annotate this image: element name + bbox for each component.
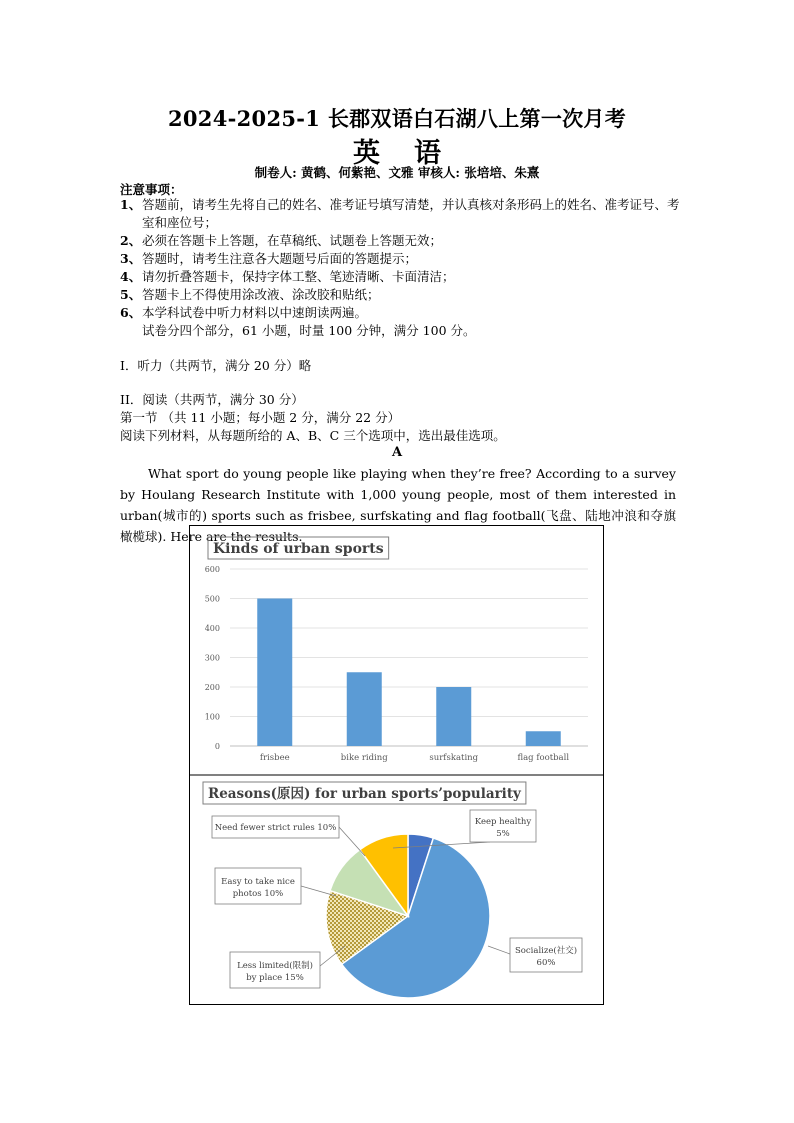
bar-bike-riding [347, 672, 382, 746]
part-one-heading: 第一节 （共 11 小题；每小题 2 分，满分 22 分） [120, 410, 401, 425]
callout-value: by place 15% [246, 973, 304, 983]
note-number: 5、 [120, 287, 142, 302]
y-tick-label: 400 [204, 624, 220, 633]
subject-title: 英语 [353, 138, 475, 169]
pie-chart-title: Reasons(原因) for urban sports’popularity [208, 786, 521, 802]
reading-section: II．阅读（共两节，满分 30 分） [120, 392, 304, 407]
notes-extra: 试卷分四个部分，61 小题，时量 100 分钟，满分 100 分。 [142, 323, 476, 338]
callout-value: 5% [496, 829, 510, 839]
note-item [120, 196, 690, 232]
callout-leader [488, 946, 510, 954]
note-number: 2、 [120, 233, 142, 248]
notes-heading: 注意事项： [120, 182, 183, 197]
passage-letter: A [391, 445, 403, 460]
note-item [120, 250, 690, 268]
note-item [120, 304, 690, 322]
y-tick-label: 200 [204, 683, 220, 692]
x-tick-label: bike riding [340, 753, 388, 763]
callout-label: Socialize(社交) [514, 946, 578, 956]
y-tick-label: 500 [204, 594, 220, 604]
callout-label: Keep healthy [474, 817, 532, 827]
note-item [120, 286, 690, 304]
x-tick-label: surfskating [429, 753, 479, 763]
note-text: 答题时，请考生注意各大题题号后面的答题提示； [142, 251, 418, 266]
bar-chart-title: Kinds of urban sports [213, 541, 384, 557]
note-item [120, 268, 690, 286]
note-number: 4、 [120, 269, 142, 284]
x-tick-label: flag football [517, 753, 570, 763]
note-number: 1、 [120, 197, 142, 212]
note-text: 必须在答题卡上答题，在草稿纸、试题卷上答题无效； [142, 233, 443, 248]
exam-title: 2024-2025-1 长郡双语白石湖八上第一次月考 [167, 106, 627, 131]
callout-value: 60% [536, 958, 556, 968]
y-tick-label: 300 [204, 653, 220, 663]
chart-figure [189, 525, 604, 1005]
note-text: 答题卡上不得使用涂改液、涂改胶和贴纸； [142, 287, 380, 302]
note-text: 本学科试卷中听力材料以中速朗读两遍。 [142, 305, 368, 320]
notes-list [120, 196, 690, 340]
bar-surfskating [436, 687, 471, 746]
x-tick-label: frisbee [259, 753, 290, 763]
callout-label: Less limited(限制) [237, 961, 313, 971]
callout-leader [339, 827, 365, 856]
callout-label: Need fewer strict rules 10% [214, 823, 337, 833]
bar-flag-football [526, 731, 561, 746]
note-number: 3、 [120, 251, 142, 266]
note-text: 答题前，请考生先将自己的姓名、准考证号填写清楚，并认真核对条形码上的姓名、准考证号、考室和座位号； [142, 197, 680, 230]
passage-text: What sport do young people like playing when they’re free? According to a survey by Houlang Research Institute with 1,000 young people, most of them interested in urban(城市的) sports such as frisbee, surfskating and flag football(飞盘、陆地冲浪和夺旗橄榄球). Here are the results. [120, 466, 676, 544]
y-tick-label: 600 [204, 565, 220, 574]
y-tick-label: 100 [204, 712, 220, 722]
bar-frisbee [257, 599, 292, 747]
instruction-line: 阅读下列材料，从每题所给的 A、B、C 三个选项中，选出最佳选项。 [120, 428, 506, 443]
note-item [120, 232, 690, 250]
listening-section: I．听力（共两节，满分 20 分）略 [120, 358, 312, 373]
callout-label: Easy to take nice [221, 877, 295, 887]
chart-svg [190, 526, 603, 1004]
callout-value: photos 10% [232, 889, 284, 899]
note-text: 请勿折叠答题卡，保持字体工整、笔迹清晰、卡面清洁； [142, 269, 455, 284]
y-tick-label: 0 [214, 742, 220, 751]
note-number: 6、 [120, 305, 142, 320]
makers-line: 制卷人: 黄鹤、何紫艳、文雅 审核人: 张培培、朱熹 [254, 165, 540, 180]
